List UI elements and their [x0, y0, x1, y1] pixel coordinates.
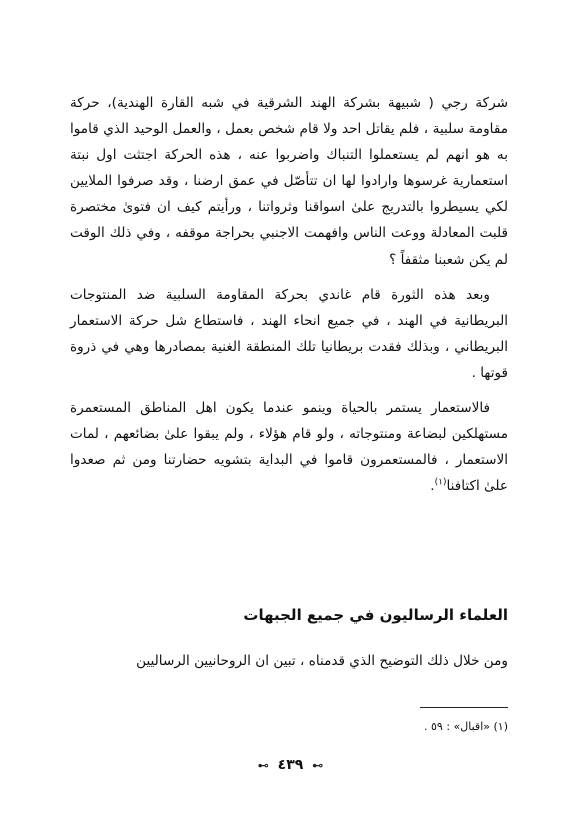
ornament-right-icon: ⊶ [257, 759, 269, 772]
paragraph-1: شركة رجي ( شبيهة بشركة الهند الشرقية في شبه القارة الهندية)، حركة مقاومة سلبية ، فلم يقاتل احد ولا قام شخص بعمل ، والعمل الوحيد الذي قاموا به هو انهم لم يستعملوا التنباك واضربوا عنه ، هذه الحركة اجتثت اول نبتة استعمارية غرسوها وارادوا لها ان تتأصّل في عمق ارضنا ، وقد صرفوا الملايين لكي يسيطروا بالتدريج علىٰ اسواقنا وثرواتنا ، ورأيتم كيف ان فتوىٰ مختصرة قلبت المعادلة ووعت الناس وافهمت الاجنبي بحراجة موقفه ، وفي ذلك الوقت لم يكن شعبنا مثقفاً ؟ [70, 95, 508, 268]
body-text [70, 90, 508, 499]
footnote-divider [420, 707, 508, 708]
paragraph-4: ومن خلال ذلك التوضيح الذي قدمناه ، تبين ان الروحانيين الرساليين [136, 653, 508, 669]
ornament-left-icon: ⊶ [312, 759, 324, 772]
paragraph-3-period: . [430, 478, 435, 495]
footnote: (١) «اقبال» : ٥٩ . [424, 720, 508, 733]
section-heading: العلماء الرساليون في جميع الجبهات [243, 606, 508, 624]
footnote-reference-marker[interactable]: (١) [434, 477, 447, 488]
paragraph-3 [70, 395, 508, 499]
page-number-block [0, 757, 581, 773]
paragraph-3-text: فالاستعمار يستمر بالحياة وينمو عندما يكون اهل المناطق المستعمرة مستهلكين لبضاعة ومنتوجاته ، ولو قام هؤلاء ، ولم يبقوا علىٰ بضائعهم ، لمات الاستعمار ، فالمستعمرون قاموا في البداية بتشويه حضارتنا ومن ثم صعدوا علىٰ اكتافنا [70, 400, 508, 495]
page-number: ٤٣٩ [277, 757, 304, 773]
paragraph-2: وبعد هذه الثورة قام غاندي بحركة المقاومة السلبية ضد المنتوجات البريطانية في الهند ، في جميع انحاء الهند ، فاستطاع شل حركة الاستعمار البريطاني ، وبذلك فقدت بريطانيا تلك المنطقة الغنية بمصادرها وهي في ذروة قوتها . [70, 286, 508, 381]
